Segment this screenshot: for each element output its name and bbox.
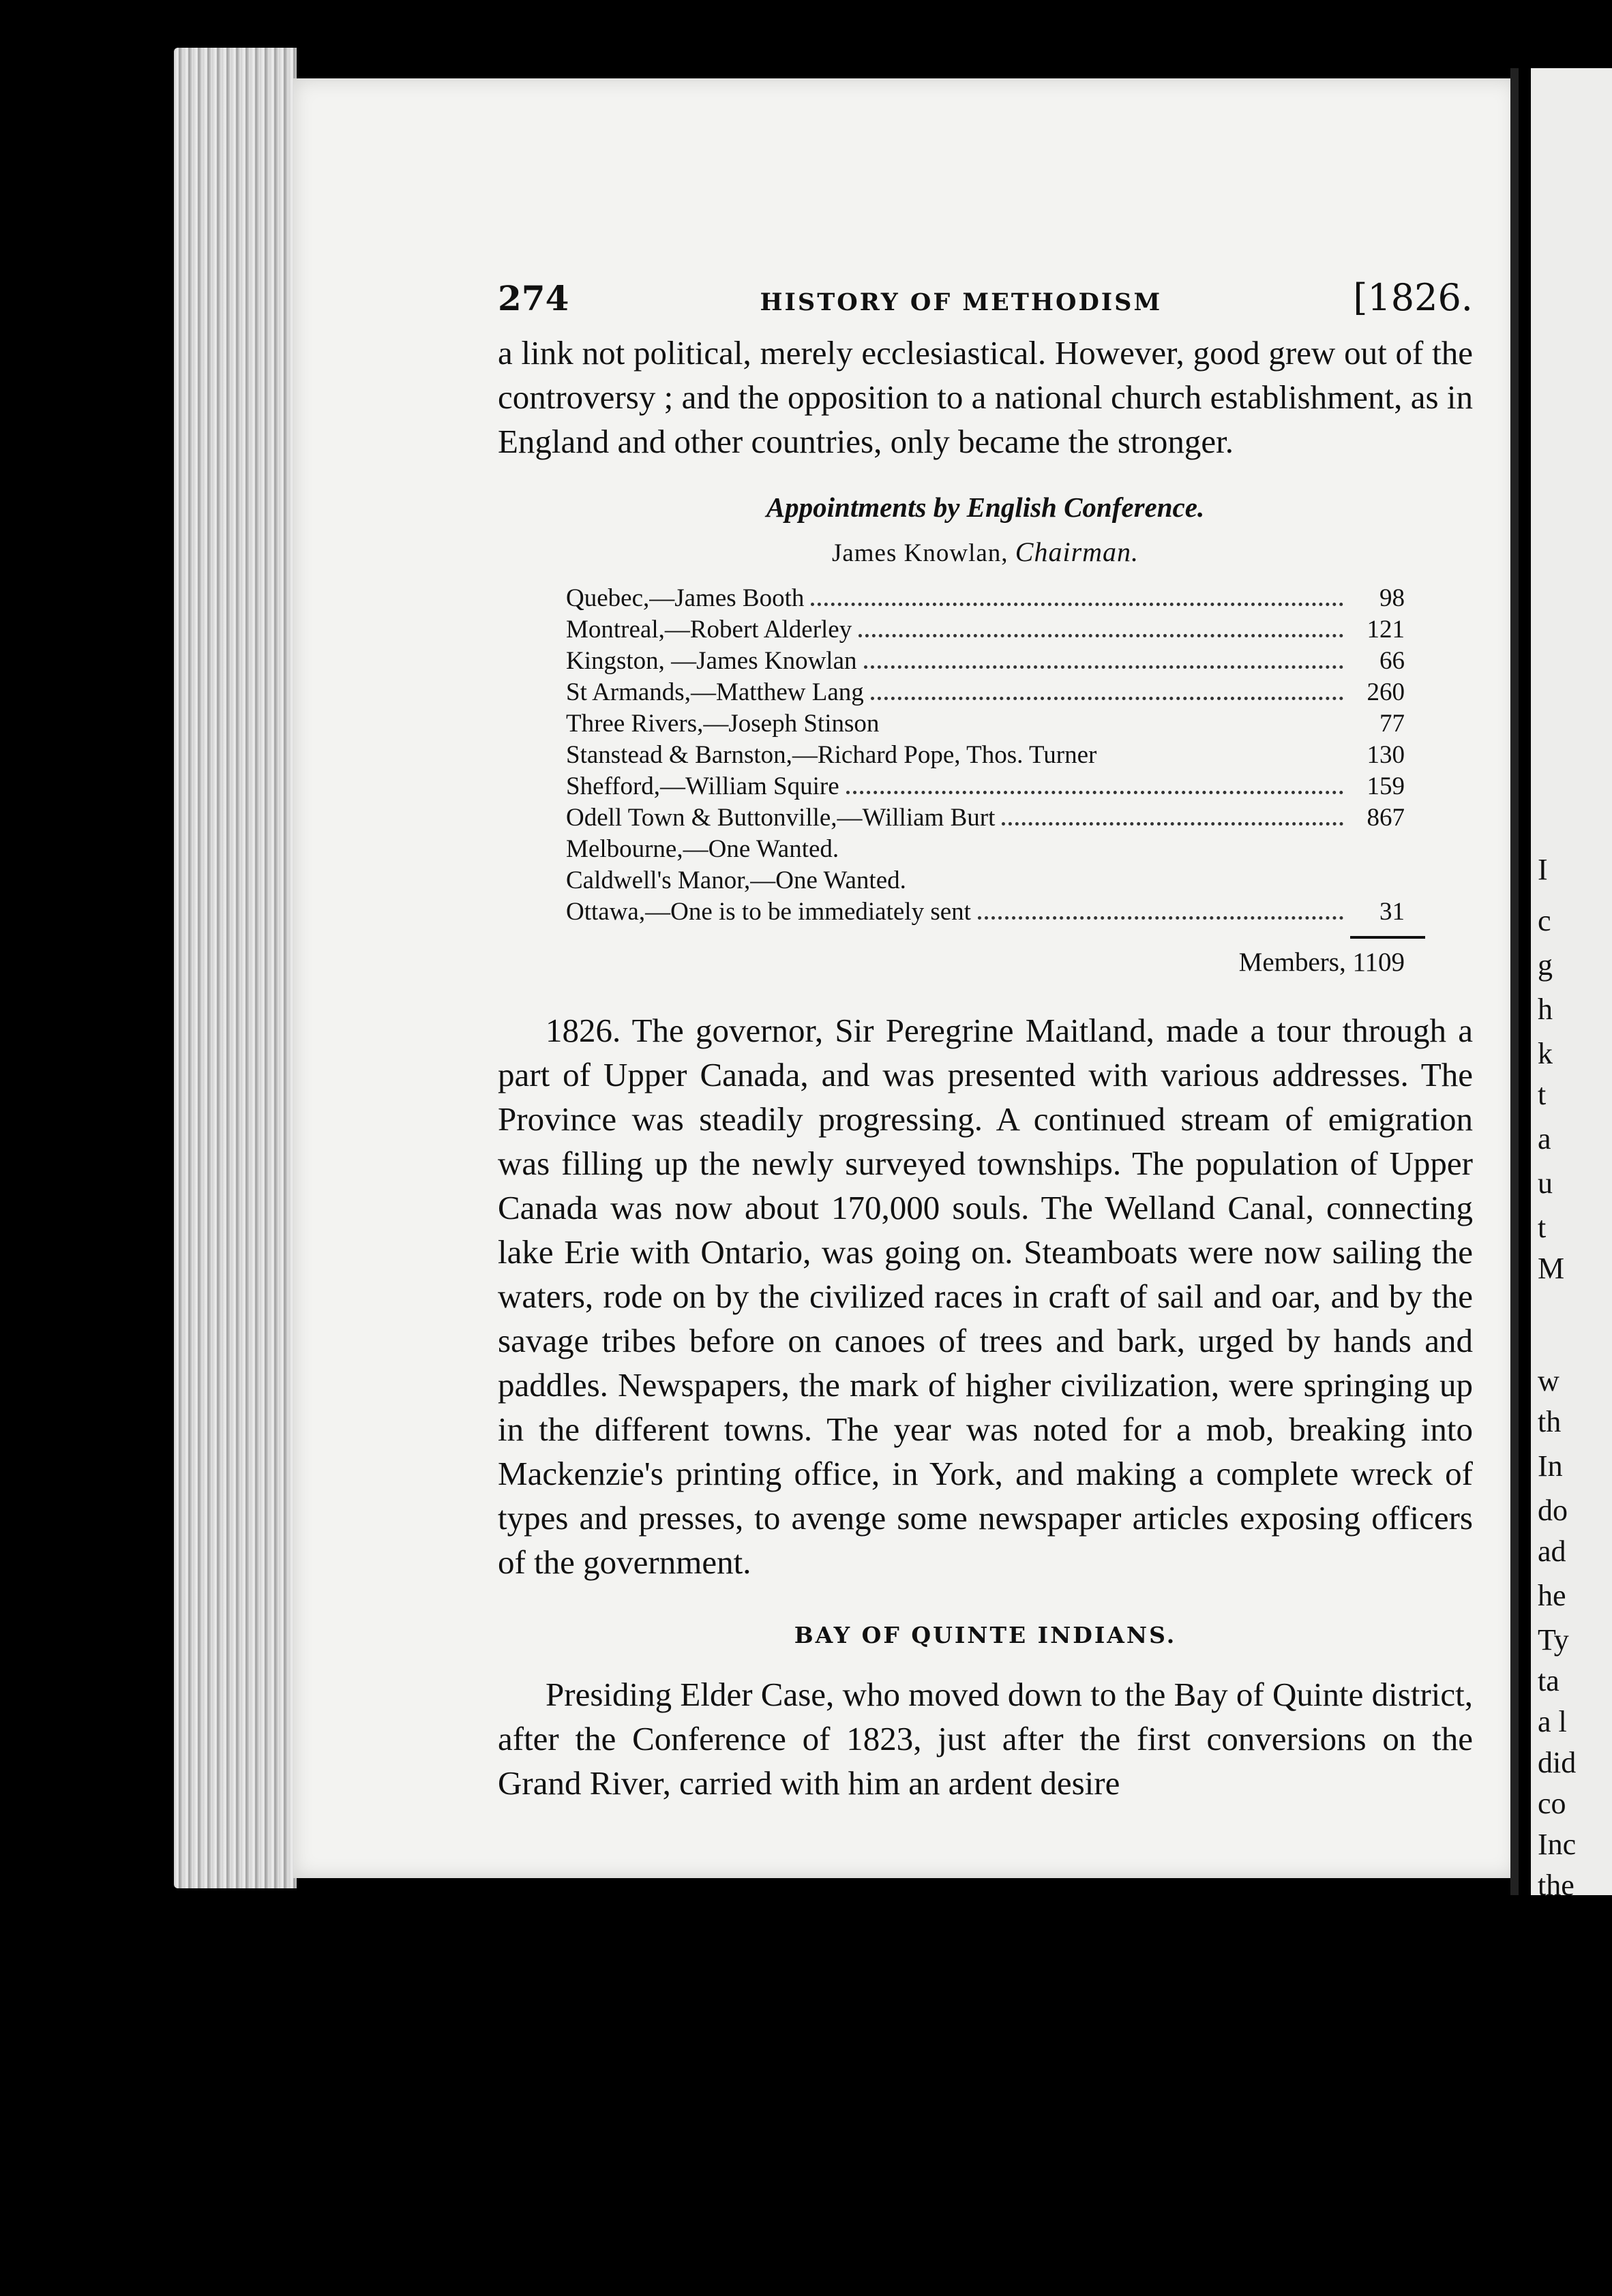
- page-content: [498, 276, 1473, 1805]
- appointment-members: 130: [1367, 741, 1405, 769]
- next-page-text: co: [1538, 1787, 1566, 1820]
- next-page-text: t: [1538, 1078, 1547, 1111]
- next-page-fragment: [1531, 68, 1612, 1895]
- appointment-row: [566, 896, 1405, 928]
- appointment-row: [566, 865, 1405, 896]
- appointment-row: [566, 677, 1405, 708]
- appointment-station: Melbourne,—One Wanted.: [566, 835, 839, 863]
- dot-leader: [1002, 822, 1343, 826]
- appointment-row: [566, 583, 1405, 614]
- next-page-text: h: [1538, 993, 1553, 1026]
- appointments-title: Appointments by English Conference.: [766, 492, 1205, 523]
- appointment-station: Montreal,—Robert Alderley: [566, 616, 852, 644]
- next-page-text: g: [1538, 948, 1553, 982]
- chairman-name: James Knowlan,: [831, 539, 1009, 567]
- appointment-members: 867: [1367, 804, 1405, 832]
- appointment-station: St Armands,—Matthew Lang: [566, 678, 864, 706]
- appointment-members: 31: [1379, 898, 1405, 926]
- closing-paragraph: Presiding Elder Case, who moved down to the Bay of Quinte district, after the Conference of 1823, just after the first conversions on the Grand River, carried with him an ardent desire: [498, 1676, 1473, 1802]
- next-page-text: do: [1538, 1494, 1568, 1527]
- members-total: Members, 1109: [1238, 948, 1405, 977]
- paragraph-1826: 1826. The governor, Sir Peregrine Maitland, made a tour through a part of Upper Canada, and was presented with various addresses. The Province was steadily progressing. A continued stream of emigration was filling up the newly surveyed townships. The population of Upper Canada was now about 170,000 souls. The Welland Canal, connecting lake Erie with Ontario, was going on. Steamboats were now sailing the waters, rode on by the civilized races in craft of sail and oar, and by the savage tribes before on canoes of trees and bark, urged by hands and paddles. Newspapers, the mark of higher civilization, were springing up in the different towns. The year was noted for a mob, breaking into Mackenzie's printing office, in York, and making a complete wreck of types and presses, to avenge some newspaper articles exposing officers of the government.: [498, 1012, 1473, 1581]
- next-page-text: Inc: [1538, 1828, 1577, 1861]
- dot-leader: [864, 665, 1344, 669]
- appointment-station: Ottawa,—One is to be immediately sent: [566, 898, 971, 926]
- next-page-text: did: [1538, 1746, 1577, 1779]
- next-page-text: In: [1538, 1449, 1563, 1483]
- appointments-list: [566, 583, 1405, 939]
- appointment-station: Quebec,—James Booth: [566, 584, 805, 612]
- appointment-station: Shefford,—William Squire: [566, 772, 839, 800]
- appointment-members: 159: [1367, 772, 1405, 800]
- appointment-station: Caldwell's Manor,—One Wanted.: [566, 866, 906, 894]
- dot-leader: [811, 603, 1343, 606]
- chairman-line: [498, 536, 1473, 568]
- running-year: [1826.: [1353, 276, 1473, 319]
- dot-leader: [978, 916, 1343, 920]
- dot-leader: [871, 697, 1343, 700]
- next-page-text: c: [1538, 904, 1551, 937]
- page-gutter: [1510, 68, 1519, 1895]
- appointment-row: [566, 802, 1405, 834]
- next-page-text: w: [1538, 1364, 1559, 1398]
- next-page-text: ad: [1538, 1535, 1566, 1568]
- next-page-text: a l: [1538, 1705, 1567, 1738]
- page-edges: [174, 48, 297, 1888]
- appointment-row: [566, 708, 1405, 740]
- appointment-row: [566, 740, 1405, 771]
- next-page-text: I: [1538, 853, 1548, 886]
- next-page-text: he: [1538, 1579, 1566, 1612]
- next-page-text: u: [1538, 1166, 1553, 1200]
- next-page-text: a: [1538, 1122, 1551, 1155]
- section-heading: BAY OF QUINTE INDIANS.: [794, 1622, 1177, 1648]
- next-page-text: M: [1538, 1252, 1565, 1285]
- appointment-station: Odell Town & Buttonville,—William Burt: [566, 804, 996, 832]
- appointment-members: 121: [1367, 616, 1405, 644]
- appointment-members: 66: [1379, 647, 1405, 675]
- next-page-text: ta: [1538, 1664, 1559, 1697]
- appointment-row: [566, 614, 1405, 646]
- appointment-row: [566, 646, 1405, 677]
- page-number: 274: [498, 278, 569, 318]
- dot-leader: [846, 791, 1343, 794]
- chairman-role: Chairman.: [1015, 537, 1139, 567]
- appointment-row: [566, 834, 1405, 865]
- appointment-members: 98: [1379, 584, 1405, 612]
- next-page-text: k: [1538, 1037, 1553, 1070]
- appointment-members: 260: [1367, 678, 1405, 706]
- appointment-members: 77: [1379, 710, 1405, 738]
- appointment-row: [566, 771, 1405, 802]
- next-page-text: th: [1538, 1405, 1562, 1438]
- appointment-station: Kingston, —James Knowlan: [566, 647, 857, 675]
- opening-paragraph: a link not political, merely ecclesiastical. However, good grew out of the controversy ; and the opposition to a national church establishment, as in England and other countries, only became the stronger.: [498, 334, 1473, 460]
- total-rule: [1350, 936, 1425, 939]
- next-page-text: the: [1538, 1869, 1574, 1895]
- next-page-text: Ty: [1538, 1623, 1569, 1657]
- appointment-station: Three Rivers,—Joseph Stinson: [566, 710, 880, 738]
- running-header: [498, 276, 1473, 331]
- running-head: HISTORY OF METHODISM: [760, 288, 1163, 316]
- next-page-text: t: [1538, 1211, 1547, 1244]
- dot-leader: [859, 634, 1343, 637]
- appointment-station: Stanstead & Barnston,—Richard Pope, Thos. Turner: [566, 741, 1097, 769]
